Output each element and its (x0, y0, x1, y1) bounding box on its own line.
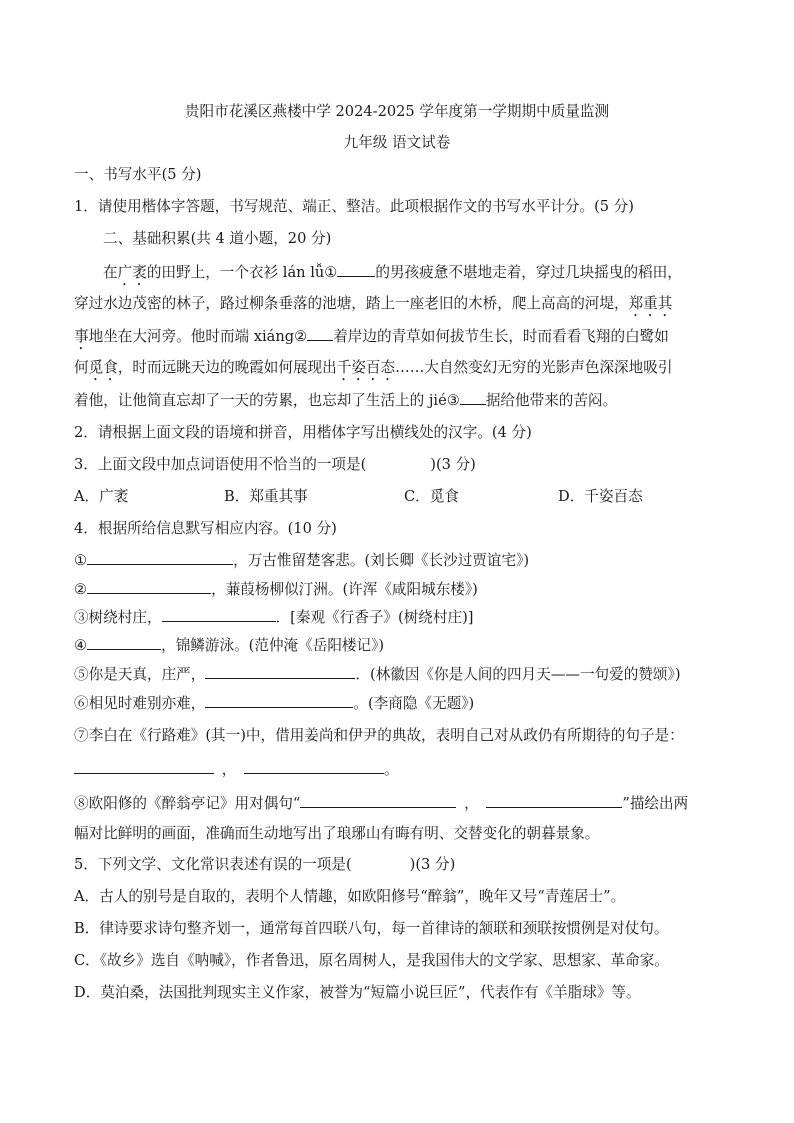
recitation-7: ⑦李白在《行路难》(其一)中，借用姜尚和伊尹的典故，表明自己对从政仍有所期待的句子是： (74, 727, 684, 744)
question-3: 3．上面文段中加点词语使用不恰当的一项是( )(3 分) (74, 456, 476, 473)
exam-title: 贵阳市花溪区燕楼中学 2024-2025 学年度第一学期期中质量监测 (184, 103, 610, 120)
q5-option-c[interactable]: C．《故乡》选自《呐喊》，作者鲁迅，原名周树人，是我国伟大的文学家、思想家、革命家。 (74, 952, 669, 969)
recitation-blank-1[interactable] (87, 549, 233, 565)
question-4: 4．根据所给信息默写相应内容。(10 分) (74, 520, 337, 537)
dotted-word-mishi: 觅食 (88, 359, 118, 376)
option-c[interactable]: C．觅食 (404, 488, 459, 505)
recitation-blank-3[interactable] (162, 606, 276, 622)
dotted-word-qianzi: 千姿百态 (336, 359, 396, 376)
recitation-8-cont: 幅对比鲜明的画面，准确而生动地写出了琅琊山有晦有明、交替变化的朝暮景象。 (74, 825, 600, 842)
question-1: 1．请使用楷体字答题，书写规范、端正、整洁。此项根据作文的书写水平计分。(5 分) (74, 198, 634, 215)
passage-line-3: 事地坐在大河旁。他时而端 xiáng② 着岸边的青草如何拔节生长，时而看看飞翔的白鹭如 (74, 325, 669, 353)
q5-option-b[interactable]: B．律诗要求诗句整齐划一，通常每首四联八句，每一首律诗的颔联和颈联按惯例是对仗句。 (74, 920, 669, 937)
answer-blank-2[interactable] (307, 325, 333, 341)
recitation-blank-6[interactable] (205, 692, 353, 708)
dotted-word-zhengzhong: 郑重其 (628, 295, 673, 312)
question-5: 5．下列文学、文化常识表述有误的一项是( )(3 分) (74, 856, 456, 873)
question-3-options (74, 486, 643, 508)
passage-line-2: 穿过水边茂密的林子，路过柳条垂落的池塘，踏上一座老旧的木桥，爬上高高的河堤，郑重其 (74, 295, 673, 312)
exam-subtitle: 九年级 语文试卷 (343, 134, 451, 151)
recitation-1: ① ，万古惟留楚客悲。(刘长卿《长沙过贾谊宅》) (74, 549, 529, 572)
recitation-8: ⑧欧阳修的《醉翁亭记》用对偶句“ ， ”描绘出两 (74, 792, 688, 815)
section1-heading: 一、书写水平(5 分) (74, 166, 202, 183)
recitation-blank-5[interactable] (205, 663, 355, 679)
recitation-2: ② ，蒹葭杨柳似汀洲。(许浑《咸阳城东楼》) (74, 578, 478, 601)
recitation-3: ③树绕村庄， ．[秦观《行香子》(树绕村庄)] (74, 606, 473, 629)
option-d[interactable]: D．千姿百态 (558, 488, 643, 505)
option-a[interactable]: A．广袤 (74, 488, 129, 505)
question-2: 2．请根据上面文段的语境和拼音，用楷体字写出横线处的汉字。(4 分) (74, 424, 532, 441)
q5-option-a[interactable]: A．古人的别号是自取的，表明个人情趣，如欧阳修号“醉翁”，晚年又号“青莲居士”。 (74, 888, 626, 905)
passage-line-1: 在广袤的田野上，一个衣衫 lán lǚ① 的男孩疲惫不堪地走着，穿过几块摇曳的稻田， (103, 261, 682, 289)
passage-line-4: 何觅食，时而远眺天边的晚霞如何展现出千姿百态……大自然变幻无穷的光影声色深深地吸引 (74, 359, 673, 376)
recitation-blank-8a[interactable] (300, 792, 456, 808)
recitation-6: ⑥相见时难别亦难， 。(李商隐《无题》) (74, 692, 474, 715)
answer-blank-1[interactable] (337, 261, 375, 277)
recitation-5: ⑤你是天真，庄严， ．(林徽因《你是人间的四月天——一句爱的赞颂》) (74, 663, 681, 686)
recitation-blank-2[interactable] (87, 578, 211, 594)
option-b[interactable]: B．郑重其事 (224, 488, 308, 505)
recitation-blank-7b[interactable] (244, 758, 384, 774)
answer-blank-3[interactable] (460, 389, 486, 405)
recitation-blank-7a[interactable] (74, 758, 214, 774)
recitation-blank-4[interactable] (87, 634, 161, 650)
recitation-7-answer: ， 。 (74, 758, 399, 781)
recitation-blank-8b[interactable] (486, 792, 622, 808)
recitation-4: ④ ，锦鳞游泳。(范仲淹《岳阳楼记》) (74, 634, 384, 657)
section2-heading: 二、基础积累(共 4 道小题，20 分) (103, 230, 332, 247)
dotted-word-guangmao: 广袤 (117, 264, 147, 281)
q5-option-d[interactable]: D．莫泊桑，法国批判现实主义作家，被誉为“短篇小说巨匠”，代表作有《羊脂球》等。 (74, 984, 641, 1001)
passage-line-5: 着他，让他简直忘却了一天的劳累，也忘却了生活上的 jié③ 据给他带来的苦闷。 (74, 389, 617, 412)
